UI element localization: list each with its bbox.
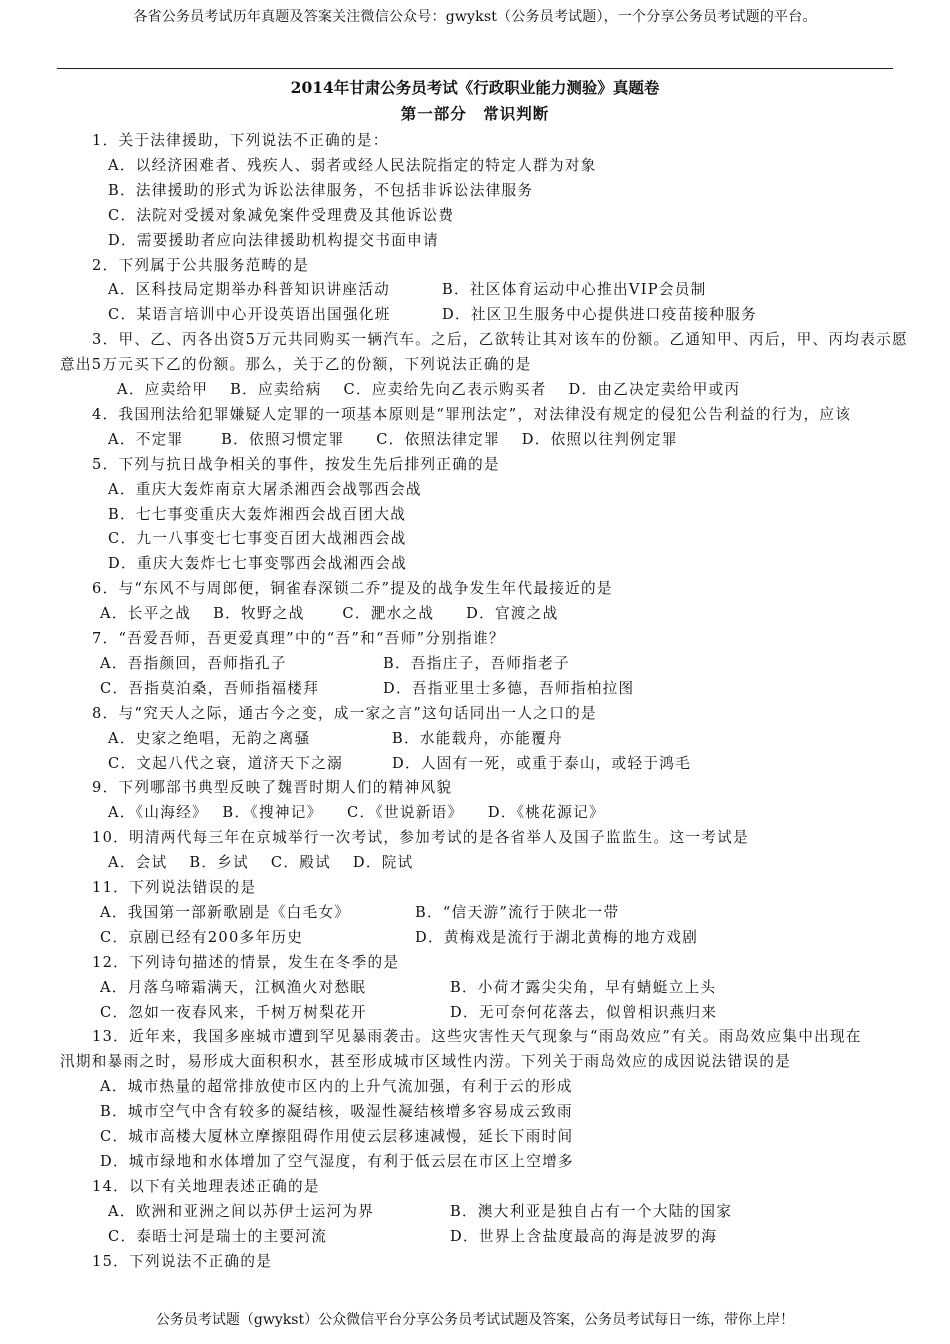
page-footer: 公务员考试题（gwykst）公众微信平台分享公务员考试试题及答案，公务员考试每日一练，带你上岸！ <box>155 1312 795 1328</box>
text-line: A．以经济困难者、残疾人、弱者或经人民法院指定的特定人群为对象 <box>108 157 597 174</box>
text-line: A．月落乌啼霜满天，江枫渔火对愁眠 <box>100 979 367 996</box>
text-line: 1．关于法律援助，下列说法不正确的是： <box>92 132 389 149</box>
text-line: 8．与“究天人之际，通古今之变，成一家之言”这句话同出一人之口的是 <box>92 705 597 722</box>
text-line: 4．我国刑法给犯罪嫌疑人定罪的一项基本原则是“罪刑法定”，对法律没有规定的侵犯公告利益的行为，应该 <box>92 406 852 423</box>
text-line: A．长平之战 B．牧野之战 C．淝水之战 D．官渡之战 <box>100 605 559 622</box>
text-line: A．欧洲和亚洲之间以苏伊士运河为界 <box>108 1203 375 1220</box>
text-line: 3．甲、乙、丙各出资5万元共同购买一辆汽车。之后，乙欲转让其对该车的份额。乙通知甲、丙后，甲、丙均表示愿 <box>92 331 908 348</box>
text-line: A．《山海经》 B．《搜神记》 C．《世说新语》 D．《桃花源记》 <box>108 804 605 821</box>
page-header: 各省公务员考试历年真题及答案关注微信公众号：gwykst（公务员考试题），一个分享公务员考试题的平台。 <box>133 9 817 25</box>
text-line-option: D．黄梅戏是流行于湖北黄梅的地方戏剧 <box>415 929 699 946</box>
text-line: 5．下列与抗日战争相关的事件，按发生先后排列正确的是 <box>92 456 500 473</box>
text-line: B．城市空气中含有较多的凝结核，吸湿性凝结核增多容易成云致雨 <box>100 1103 573 1120</box>
text-line: 10．明清两代每三年在京城举行一次考试，参加考试的是各省举人及国子监监生。这一考试是 <box>92 829 749 846</box>
text-line-option: D．社区卫生服务中心提供进口疫苗接种服务 <box>442 306 757 323</box>
text-line-option: D．人固有一死，或重于泰山，或轻于鸿毛 <box>392 755 692 772</box>
text-line: C．九一八事变七七事变百团大战湘西会战 <box>108 530 407 547</box>
text-line: 15．下列说法不正确的是 <box>92 1253 273 1270</box>
section-title: 第一部分 常识判断 <box>400 104 550 123</box>
text-line: A．会试 B．乡试 C．殿试 D．院试 <box>108 854 414 871</box>
text-line: D．重庆大轰炸七七事变鄂西会战湘西会战 <box>108 555 408 572</box>
text-line: A．不定罪 B．依照习惯定罪 C．依照法律定罪 D．依照以往判例定罪 <box>108 431 678 448</box>
text-line: A．我国第一部新歌剧是《白毛女》 <box>100 904 351 921</box>
header-divider <box>57 68 893 69</box>
text-line: A．史家之绝唱，无韵之离骚 <box>108 730 311 747</box>
document-title: 2014年甘肃公务员考试《行政职业能力测验》真题卷 <box>290 78 660 97</box>
text-line: 意出5万元买下乙的份额。那么，关于乙的份额，下列说法正确的是 <box>60 356 532 373</box>
text-line-option: D．吾指亚里士多德，吾师指柏拉图 <box>383 680 635 697</box>
text-line-option: B．小荷才露尖尖角，早有蜻蜓立上头 <box>450 979 717 996</box>
text-line: C．法院对受援对象减免案件受理费及其他诉讼费 <box>108 207 455 224</box>
text-line: 9．下列哪部书典型反映了魏晋时期人们的精神风貌 <box>92 779 453 796</box>
text-line: 14．以下有关地理表述正确的是 <box>92 1178 320 1195</box>
text-line: 12．下列诗句描述的情景，发生在冬季的是 <box>92 954 400 971</box>
text-line: C．某语言培训中心开设英语出国强化班 <box>108 306 391 323</box>
text-line-option: D．无可奈何花落去，似曾相识燕归来 <box>450 1004 718 1021</box>
text-line-option: B．“信天游”流行于陕北一带 <box>415 904 620 921</box>
text-line: C．文起八代之衰，道济天下之溺 <box>108 755 343 772</box>
text-line: B．法律援助的形式为诉讼法律服务，不包括非诉讼法律服务 <box>108 182 534 199</box>
text-line: B．七七事变重庆大轰炸湘西会战百团大战 <box>108 506 407 523</box>
text-line: A．应卖给甲 B．应卖给病 C．应卖给先向乙表示购买者 D．由乙决定卖给甲或丙 <box>117 381 741 398</box>
text-line-option: B．澳大利亚是独自占有一个大陆的国家 <box>450 1203 733 1220</box>
text-line: 2．下列属于公共服务范畴的是 <box>92 257 310 274</box>
text-line: 11．下列说法错误的是 <box>92 879 257 896</box>
text-line: C．忽如一夜春风来，千树万树梨花开 <box>100 1004 367 1021</box>
text-line: A．城市热量的超常排放使市区内的上升气流加强，有利于云的形成 <box>100 1078 573 1095</box>
text-line-option: B．社区体育运动中心推出VIP会员制 <box>442 281 707 298</box>
text-line: 汛期和暴雨之时，易形成大面积积水，甚至形成城市区域性内涝。下列关于雨岛效应的成因说法错误的是 <box>60 1053 792 1070</box>
text-line-option: B．吾指庄子，吾师指老子 <box>383 655 570 672</box>
text-line-option: D．世界上含盐度最高的海是波罗的海 <box>450 1228 718 1245</box>
text-line: C．京剧已经有200多年历史 <box>100 929 304 946</box>
text-line-option: B．水能载舟，亦能覆舟 <box>392 730 563 747</box>
text-line: A．吾指颜回，吾师指孔子 <box>100 655 287 672</box>
text-line: A．区科技局定期举办科普知识讲座活动 <box>108 281 391 298</box>
text-line: 6．与“东风不与周郎便，铜雀春深锁二乔”提及的战争发生年代最接近的是 <box>92 580 613 597</box>
text-line: C．泰晤士河是瑞士的主要河流 <box>108 1228 328 1245</box>
text-line: D．城市绿地和水体增加了空气湿度，有利于低云层在市区上空增多 <box>100 1153 574 1170</box>
text-line: A．重庆大轰炸南京大屠杀湘西会战鄂西会战 <box>108 481 422 498</box>
text-line: C．城市高楼大厦林立摩擦阻碍作用使云层移速减慢，延长下雨时间 <box>100 1128 574 1145</box>
text-line: D．需要援助者应向法律援助机构提交书面申请 <box>108 232 439 249</box>
text-line: 7．“吾爱吾师，吾更爱真理”中的“吾”和“吾师”分别指谁？ <box>92 630 505 647</box>
text-line: 13．近年来，我国多座城市遭到罕见暴雨袭击。这些灾害性天气现象与“雨岛效应”有关。雨岛效应集中出现在 <box>92 1028 862 1045</box>
text-line: C．吾指莫泊桑，吾师指福楼拜 <box>100 680 320 697</box>
